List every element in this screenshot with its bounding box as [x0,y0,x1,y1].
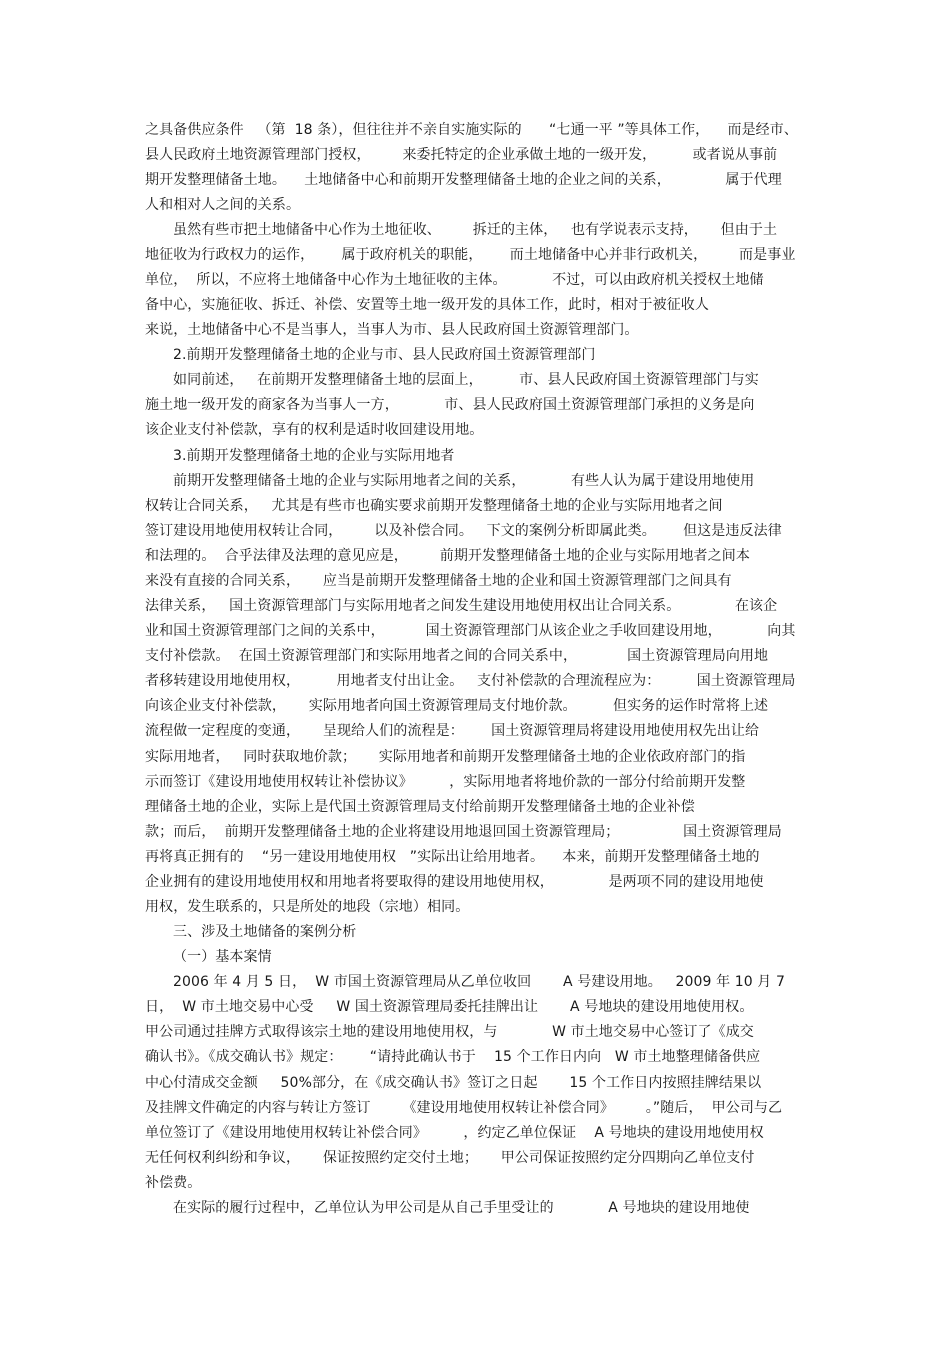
text-line: 来没有直接的合同关系， 应当是前期开发整理储备土地的企业和国土资源管理部门之间具有 [145,572,732,589]
text-line: 确认书》。《成交确认书》规定： “请持此确认书于 15 个工作日内向 W 市土地整理储备供应 [145,1049,761,1066]
text-line: 和法理的。 合乎法律及法理的意见应是， 前期开发整理储备土地的企业与实际用地者之间本 [145,547,750,564]
text-line: 流程做一定程度的变通， 呈现给人们的流程是： 国土资源管理局将建设用地使用权先出让给 [145,723,760,740]
text-line: 实际用地者， 同时获取地价款； 实际用地者和前期开发整理储备土地的企业依政府部门的指 [145,748,746,765]
text-line: 地征收为行政权力的运作， 属于政府机关的职能， 而土地储备中心并非行政机关， 而是事业 [145,246,796,263]
text-line: 如同前述， 在前期开发整理储备土地的层面上， 市、县人民政府国土资源管理部门与实 [173,372,759,389]
text-line: 来说，土地储备中心不是当事人，当事人为市、县人民政府国土资源管理部门。 [145,322,639,339]
text-line: 县人民政府土地资源管理部门授权， 来委托特定的企业承做土地的一级开发， 或者说从事前 [145,146,778,163]
text-line: 向该企业支付补偿款， 实际用地者向国土资源管理局支付地价款。 但实务的运作时常将上述 [145,698,769,715]
text-line: 用权，发生联系的，只是所处的地段（宗地）相同。 [145,898,470,915]
text-line: 单位签订了《建设用地使用权转让补偿合同》 ，约定乙单位保证 A 号地块的建设用地使用权 [145,1124,764,1141]
text-line: 虽然有些市把土地储备中心作为土地征收、 拆迁的主体， 也有学说表示支持， 但由于土 [173,221,778,238]
text-line: 支付补偿款。 在国土资源管理部门和实际用地者之间的合同关系中， 国土资源管理局向用地 [145,648,769,665]
text-line: 之具备供应条件 （第 18 条），但往往并不亲自实施实际的 “七通一平 ”等具体工作， 而是经市、 [145,121,798,138]
text-line: 日， W 市土地交易中心受 W 国土资源管理局委托挂牌出让 A 号地块的建设用地使用权。 [145,999,754,1016]
text-line: 施土地一级开发的商家各为当事人一方， 市、县人民政府国土资源管理部门承担的义务是向 [145,397,755,414]
text-line: 2006 年 4 月 5 日， W 市国土资源管理局从乙单位收回 A 号建设用地。 2009 年 10 月 7 [173,974,785,991]
text-line: 及挂牌文件确定的内容与转让方签订 《建设用地使用权转让补偿合同》 。”随后， 甲公司与乙 [145,1099,783,1116]
text-line: 3.前期开发整理储备土地的企业与实际用地者 [173,447,455,464]
text-line: 在实际的履行过程中，乙单位认为甲公司是从自己手里受让的 A 号地块的建设用地使 [173,1199,750,1216]
text-line: 法律关系， 国土资源管理部门与实际用地者之间发生建设用地使用权出让合同关系。 在该企 [145,598,778,615]
text-line: 业和国土资源管理部门之间的关系中， 国土资源管理部门从该企业之手收回建设用地， 向其 [145,623,796,640]
text-line: 企业拥有的建设用地使用权和用地者将要取得的建设用地使用权， 是两项不同的建设用地使 [145,873,764,890]
text-line: 甲公司通过挂牌方式取得该宗土地的建设用地使用权，与 W 市土地交易中心签订了《成交 [145,1024,754,1041]
text-line: 该企业支付补偿款，享有的权利是适时收回建设用地。 [145,422,484,439]
text-line: 2.前期开发整理储备土地的企业与市、县人民政府国土资源管理部门 [173,347,596,364]
text-line: 期开发整理储备土地。 土地储备中心和前期开发整理储备土地的企业之间的关系， 属于代理 [145,171,782,188]
text-line: 权转让合同关系， 尤其是有些市也确实要求前期开发整理储备土地的企业与实际用地者之间 [145,497,723,514]
text-line: 中心付清成交金额 50%部分，在《成交确认书》签订之日起 15 个工作日内按照挂牌结果以 [145,1074,762,1091]
text-line: 示而签订《建设用地使用权转让补偿协议》 ，实际用地者将地价款的一部分付给前期开发整 [145,773,746,790]
text-line: 者移转建设用地使用权， 用地者支付出让金。 支付补偿款的合理流程应为： 国土资源管理局 [145,673,796,690]
text-line: 款；而后， 前期开发整理储备土地的企业将建设用地退回国土资源管理局； 国土资源管理局 [145,823,782,840]
text-line: 前期开发整理储备土地的企业与实际用地者之间的关系， 有些人认为属于建设用地使用 [173,472,755,489]
text-line: 单位， 所以，不应将土地储备中心作为土地征收的主体。 不过，可以由政府机关授权土地储 [145,271,764,288]
text-line: 再将真正拥有的 “另一建设用地使用权 ”实际出让给用地者。 本来，前期开发整理储备土地的 [145,848,760,865]
text-line: 补偿费。 [145,1174,202,1191]
text-line: 三、涉及土地储备的案例分析 [173,924,357,941]
text-line: （一）基本案情 [173,949,272,966]
text-line: 无任何权利纠纷和争议， 保证按照约定交付土地； 甲公司保证按照约定分四期向乙单位支付 [145,1149,755,1166]
text-line: 备中心，实施征收、拆迁、补偿、安置等土地一级开发的具体工作，此时，相对于被征收人 [145,297,709,314]
text-line: 签订建设用地使用权转让合同， 以及补偿合同。 下文的案例分析即属此类。 但这是违反法律 [145,522,782,539]
text-line: 人和相对人之间的关系。 [145,196,301,213]
text-line: 理储备土地的企业，实际上是代国土资源管理局支付给前期开发整理储备土地的企业补偿 [145,798,695,815]
